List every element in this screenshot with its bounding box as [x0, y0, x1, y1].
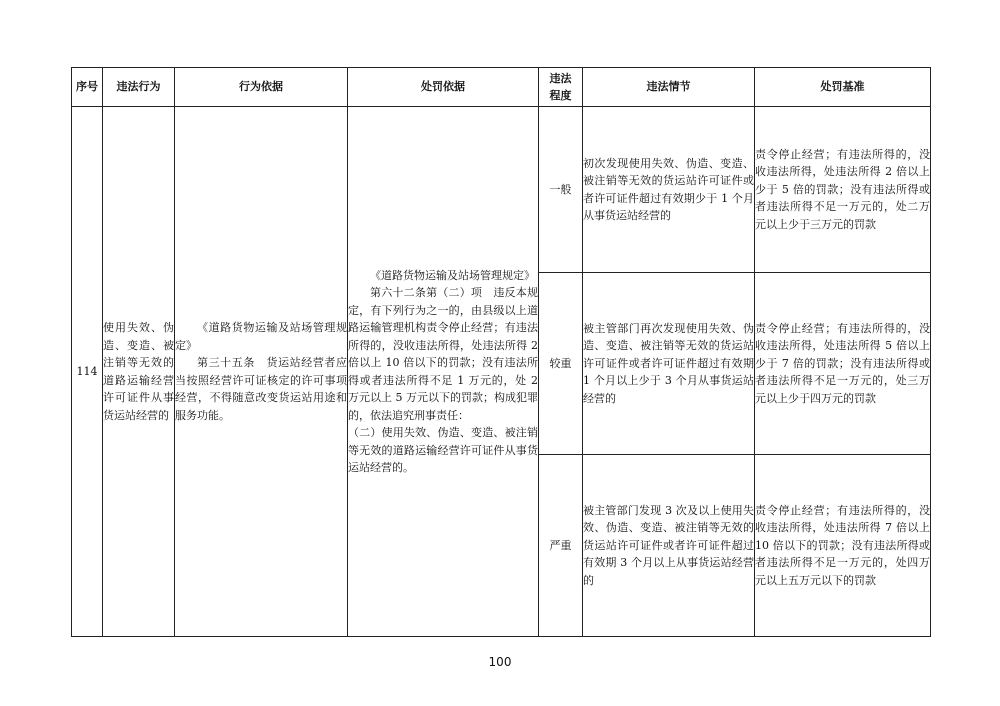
degree-level-3: 严重	[539, 455, 583, 637]
penalty-standard-table	[71, 67, 931, 637]
row-act: 使用失效、伪造、变造、被注销等无效的道路运输经营许可证件从事货运站经营的	[103, 107, 175, 637]
circumstance-level-2: 被主管部门再次发现使用失效、伪造、变造、被注销等无效的货运站许可证件或者许可证件超过有效期 1 个月以上少于 3 个月从事货运站经营的	[583, 273, 755, 455]
header-standard: 处罚基准	[755, 68, 931, 107]
basis-title: 《道路货物运输及站场管理规定》	[175, 321, 347, 352]
penalty-title: 《道路货物运输及站场管理规定》	[370, 268, 535, 282]
header-degree: 违法程度	[539, 68, 583, 107]
row-penalty-cell	[348, 107, 539, 637]
standard-level-1: 责令停止经营；有违法所得的，没收违法所得，处违法所得 2 倍以上少于 5 倍的罚款；没有违法所得或者违法所得不足一万元的，处二万元以上少于三万元的罚款	[755, 107, 931, 273]
degree-level-1: 一般	[539, 107, 583, 273]
table-row	[72, 107, 931, 273]
header-row	[72, 68, 931, 107]
page-number: 100	[488, 655, 512, 669]
penalty-text: 第六十二条第（二）项 违反本规定，有下列行为之一的，由县级以上道路运输管理机构责令停止经营；有违法所得的，没收违法所得，处违法所得 2 倍以上 10 倍以下的罚款；没有违法所得或者违法所得不足 1 万元的，处 2 万元以上 5 万元以下的罚款；构成犯罪的，依法追究刑事责任：	[348, 286, 538, 422]
header-basis: 行为依据	[175, 68, 348, 107]
degree-level-2: 较重	[539, 273, 583, 455]
standard-level-3: 责令停止经营；有违法所得的，没收违法所得，处违法所得 7 倍以上 10 倍以下的罚款；没有违法所得或者违法所得不足一万元的，处四万元以上五万元以下的罚款	[755, 455, 931, 637]
header-penalty: 处罚依据	[348, 68, 539, 107]
penalty-item: （二）使用失效、伪造、变造、被注销等无效的道路运输经营许可证件从事货运站经营的。	[348, 426, 538, 474]
row-basis-cell	[175, 107, 348, 637]
row-seq: 114	[72, 107, 103, 637]
header-circumstance: 违法情节	[583, 68, 755, 107]
standard-level-2: 责令停止经营；有违法所得的，没收违法所得，处违法所得 5 倍以上少于 7 倍的罚款；没有违法所得或者违法所得不足一万元的，处三万元以上少于四万元的罚款	[755, 273, 931, 455]
header-act: 违法行为	[103, 68, 175, 107]
circumstance-level-1: 初次发现使用失效、伪造、变造、被注销等无效的货运站许可证件或者许可证件超过有效期少于 1 个月从事货运站经营的	[583, 107, 755, 273]
circumstance-level-3: 被主管部门发现 3 次及以上使用失效、伪造、变造、被注销等无效的货运站许可证件或者许可证件超过有效期 3 个月以上从事货运站经营的	[583, 455, 755, 637]
basis-text: 第三十五条 货运站经营者应当按照经营许可证核定的许可事项经营，不得随意改变货运站用途和服务功能。	[175, 356, 347, 422]
header-seq: 序号	[72, 68, 103, 107]
